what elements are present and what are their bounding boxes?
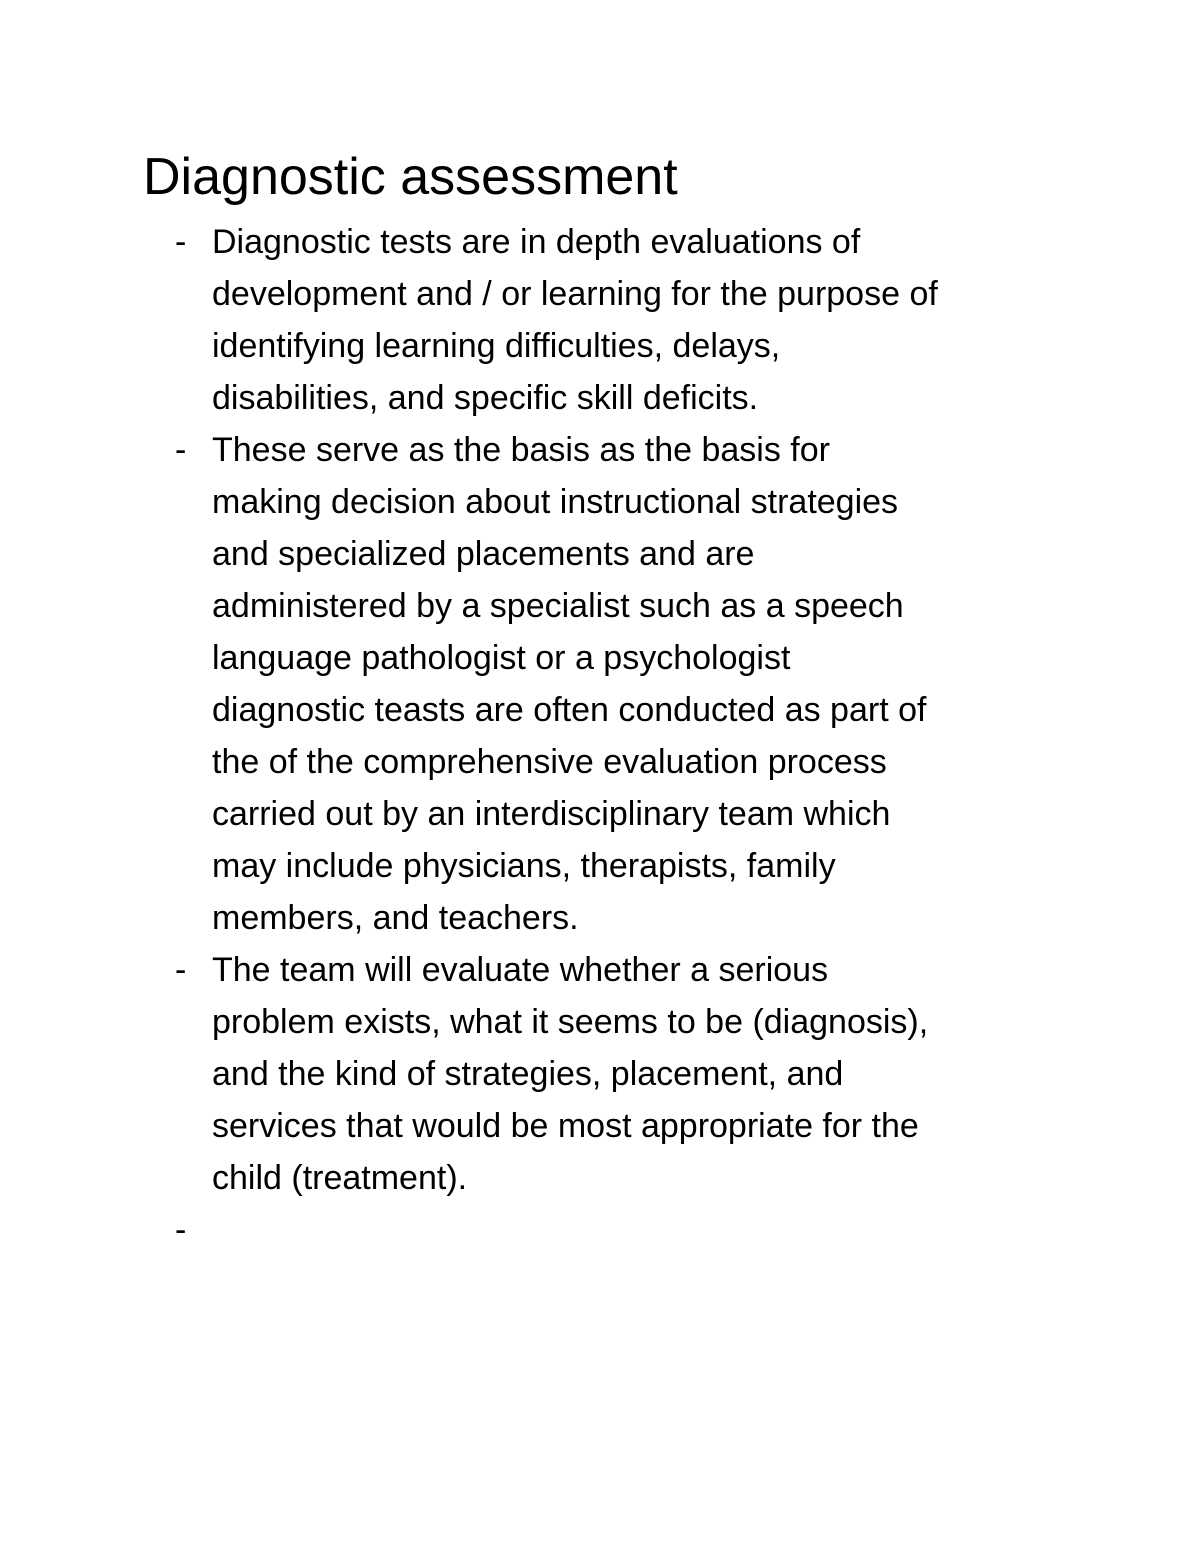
text-line: and specialized placements and are [212, 535, 755, 573]
text-line: and the kind of strategies, placement, and [212, 1055, 844, 1093]
bullet-list [175, 216, 1075, 1256]
page-title: Diagnostic assessment [143, 148, 678, 206]
text-line: development and / or learning for the purpose of [212, 275, 938, 313]
list-item [175, 1204, 1075, 1256]
bullet-text [212, 424, 1075, 944]
bullet-text [212, 944, 1075, 1204]
text-line: language pathologist or a psychologist [212, 639, 791, 677]
bullet-text [212, 216, 1075, 424]
bullet-dash: - [175, 951, 187, 989]
text-line: identifying learning difficulties, delays, [212, 327, 781, 365]
text-line: problem exists, what it seems to be (diagnosis), [212, 1003, 929, 1041]
text-line: disabilities, and specific skill deficits. [212, 379, 759, 417]
bullet-text-empty [212, 1204, 1075, 1256]
bullet-dash: - [175, 1211, 187, 1249]
text-line: administered by a specialist such as a speech [212, 587, 904, 625]
text-line: carried out by an interdisciplinary team which [212, 795, 891, 833]
text-line: Diagnostic tests are in depth evaluations of [212, 223, 861, 261]
text-line: These serve as the basis as the basis for [212, 431, 830, 469]
text-line: The team will evaluate whether a serious [212, 951, 829, 989]
list-item [175, 424, 1075, 944]
list-item [175, 944, 1075, 1204]
bullet-dash: - [175, 223, 187, 261]
text-line: making decision about instructional strategies [212, 483, 899, 521]
text-line: may include physicians, therapists, family [212, 847, 836, 885]
list-item [175, 216, 1075, 424]
bullet-dash: - [175, 431, 187, 469]
text-line: members, and teachers. [212, 899, 579, 937]
text-line: services that would be most appropriate for the [212, 1107, 919, 1145]
text-line: the of the comprehensive evaluation process [212, 743, 887, 781]
text-line: child (treatment). [212, 1159, 468, 1197]
text-line: diagnostic teasts are often conducted as part of [212, 691, 927, 729]
